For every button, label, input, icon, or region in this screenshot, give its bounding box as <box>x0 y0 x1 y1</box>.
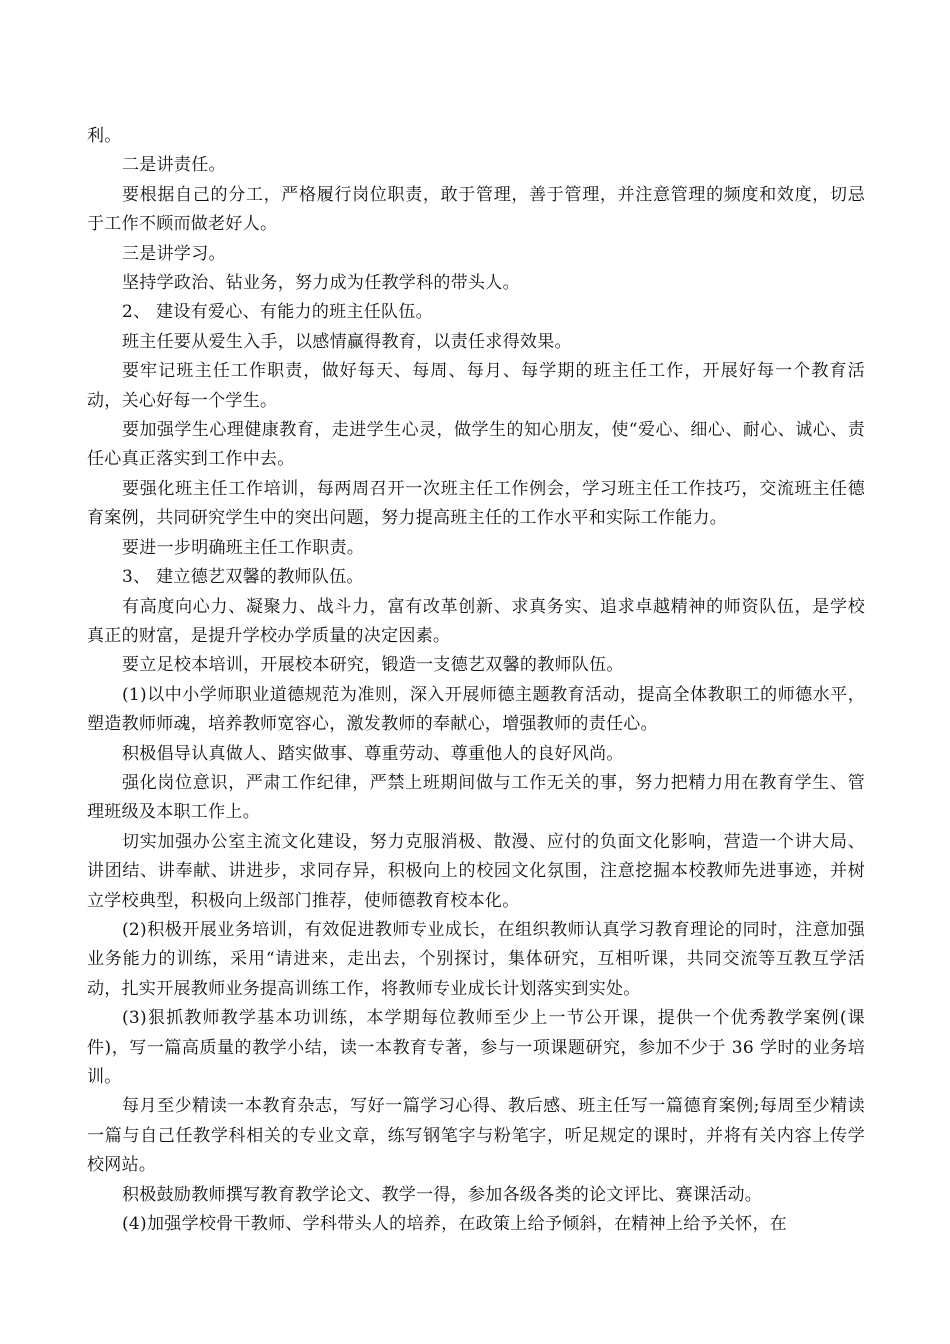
section-heading: 3、 建立德艺双馨的教师队伍。 <box>122 567 364 588</box>
paragraph: (2)积极开展业务培训，有效促进教师专业成长，在组织教师认真学习教育理论的同时，注意加强业务能力的训练，采用“请进来，走出去，个别探讨，集体研究，互相听课，共同交流等互教互学活动，扎实开展教师业务提高训练工作，将教师专业成长计划落实到实处。 <box>87 919 865 999</box>
paragraph: 积极鼓励教师撰写教育教学论文、教学一得，参加各级各类的论文评比、赛课活动。 <box>122 1184 763 1205</box>
paragraph: (4)加强学校骨干教师、学科带头人的培养，在政策上给予倾斜，在精神上给予关怀，在 <box>122 1214 788 1235</box>
paragraph: 要根据自己的分工，严格履行岗位职责，敢于管理，善于管理，并注意管理的频度和效度，切忌于工作不顾而做老好人。 <box>87 184 865 235</box>
paragraph: 班主任要从爱生入手，以感情赢得教育，以责任求得效果。 <box>122 331 572 352</box>
paragraph: 要立足校本培训，开展校本研究，锻造一支德艺双馨的教师队伍。 <box>122 655 624 676</box>
paragraph: (1)以中小学师职业道德规范为准则，深入开展师德主题教育活动，提高全体教职工的师德水平，塑造教师师魂，培养教师宽容心，激发教师的奉献心，增强教师的责任心。 <box>87 684 865 735</box>
paragraph: (3)狠抓教师教学基本功训练，本学期每位教师至少上一节公开课，提供一个优秀教学案例(课件)，写一篇高质量的教学小结，读一本教育专著，参与一项课题研究，参加不少于 36 学时的业务培训。 <box>87 1008 865 1087</box>
paragraph: 强化岗位意识，严肃工作纪律，严禁上班期间做与工作无关的事，努力把精力用在教育学生、管理班级及本职工作上。 <box>87 772 865 823</box>
paragraph: 每月至少精读一本教育杂志，写好一篇学习心得、教后感、班主任写一篇德育案例;每周至少精读一篇与自己任教学科相关的专业文章，练写钢笔字与粉笔字，听足规定的课时，并将有关内容上传学校网站。 <box>87 1096 865 1176</box>
paragraph: 积极倡导认真做人、踏实做事、尊重劳动、尊重他人的良好风尚。 <box>122 743 624 764</box>
paragraph: 有高度向心力、凝聚力、战斗力，富有改革创新、求真务实、追求卓越精神的师资队伍，是学校真正的财富，是提升学校办学质量的决定因素。 <box>87 596 865 646</box>
paragraph: 要强化班主任工作培训，每两周召开一次班主任工作例会，学习班主任工作技巧，交流班主任德育案例，共同研究学生中的突出问题，努力提高班主任的工作水平和实际工作能力。 <box>87 478 865 529</box>
paragraph: 坚持学政治、钻业务，努力成为任教学科的带头人。 <box>122 273 520 294</box>
paragraph: 要加强学生心理健康教育，走进学生心灵，做学生的知心朋友，使“爱心、细心、耐心、诚心、责任心真正落实到工作中去。 <box>87 420 865 470</box>
paragraph: 切实加强办公室主流文化建设，努力克服消极、散漫、应付的负面文化影响，营造一个讲大局、讲团结、讲奉献、讲进步，求同存异，积极向上的校园文化氛围，注意挖掘本校教师先进事迹，并树立学校典型，积极向上级部门推荐，使师德教育校本化。 <box>87 831 865 911</box>
paragraph: 要牢记班主任工作职责，做好每天、每周、每月、每学期的班主任工作，开展好每一个教育活动，关心好每一个学生。 <box>87 361 865 411</box>
section-heading: 2、 建设有爱心、有能力的班主任队伍。 <box>122 302 433 323</box>
paragraph: 利。 <box>87 126 122 146</box>
paragraph: 二是讲责任。 <box>122 155 226 176</box>
document-body <box>87 122 865 1239</box>
paragraph: 三是讲学习。 <box>122 243 226 264</box>
paragraph: 要进一步明确班主任工作职责。 <box>122 537 365 558</box>
